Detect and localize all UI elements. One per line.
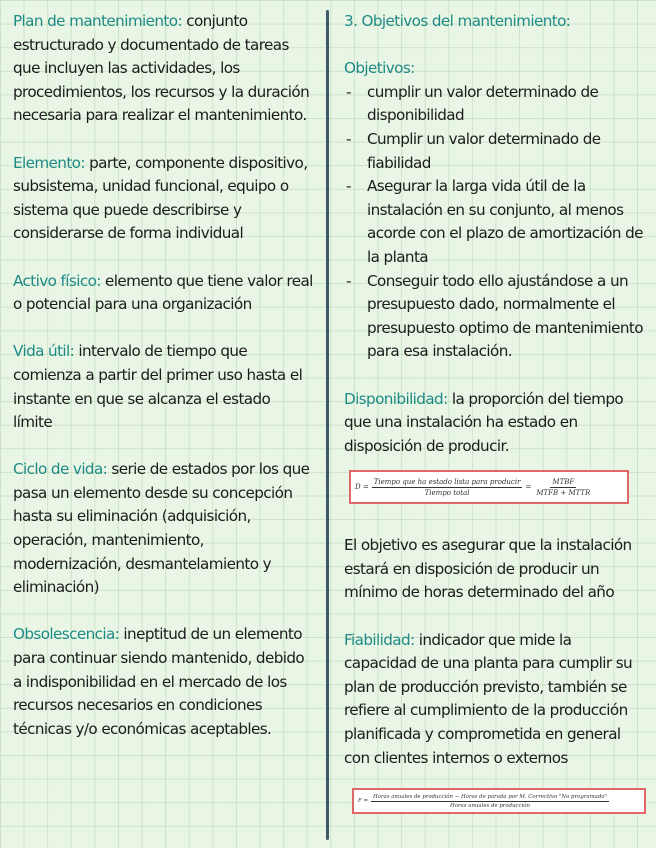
term-definition: la proporción del tiempo que una instalación ha estado en disposición de producir. <box>344 389 624 455</box>
formula-numerator: Horas anuales de producción − Horas de parada por M. Correctivo "No programado" <box>372 793 608 800</box>
def-disponibilidad <box>344 388 644 459</box>
list-item: - cumplir un valor determinado de disponibilidad <box>344 81 644 128</box>
column-divider <box>326 10 329 840</box>
formula-fraction <box>372 477 523 498</box>
def-ciclo-de-vida <box>13 458 313 600</box>
term-label: Disponibilidad: <box>344 389 448 408</box>
formula-disponibilidad <box>349 470 629 504</box>
term-label: Ciclo de vida: <box>13 460 108 479</box>
formula-fraction <box>371 793 609 810</box>
term-definition: ineptitud de un elemento para continuar siendo mantenido, debido a indisponibilidad en el mercado de los recursos necesarios en condiciones técnicas y/o económicas aceptables. <box>13 625 305 738</box>
objetivos-list <box>344 81 644 364</box>
term-definition: elemento que tiene valor real o potencial para una organización <box>13 271 313 314</box>
def-fiabilidad <box>344 629 644 771</box>
term-label: Plan de mantenimiento: <box>13 12 182 30</box>
formula-lhs: F = <box>358 798 368 805</box>
term-label: Obsolescencia: <box>13 625 120 644</box>
term-definition: parte, componente dispositivo, subsistema, unidad funcional, equipo o sistema que puede describirse y considerarse de forma individual <box>13 153 308 243</box>
term-label: Vida útil: <box>13 342 75 361</box>
right-column <box>344 10 644 814</box>
formula-equals: = <box>525 483 532 492</box>
formula-denominator: Horas anuales de producción <box>450 802 531 809</box>
term-definition: intervalo de tiempo que comienza a partir del primer uso hasta el instante en que se alcanza el estado límite <box>13 342 303 432</box>
formula-numerator: MTBF <box>552 477 575 486</box>
formula-lhs: D = <box>355 483 369 492</box>
def-vida-util <box>13 340 313 434</box>
formula-numerator: Tiempo que ha estado lista para producir <box>373 477 521 486</box>
list-item: - Asegurar la larga vida útil de la instalación en su conjunto, al menos acorde con el plazo de amortización de la planta <box>344 175 644 269</box>
formula-denominator: MTFB + MTTR <box>536 488 591 497</box>
term-definition: serie de estados por los que pasa un elemento desde su concepción hasta su eliminación (adquisición, operación, mantenimiento, modernización, desmantelamiento y eliminación) <box>13 460 310 597</box>
term-label: Fiabilidad: <box>344 630 415 649</box>
term-label: Activo físico: <box>13 271 101 290</box>
list-item: - Cumplir un valor determinado de fiabilidad <box>344 128 644 175</box>
def-plan-mantenimiento <box>13 10 313 128</box>
term-definition: conjunto estructurado y documentado de tareas que incluyen las actividades, los procedimientos, los recursos y la duración necesaria para realizar el mantenimiento. <box>13 12 310 125</box>
objetivos-label: Objetivos: <box>344 59 415 78</box>
left-column <box>13 10 313 765</box>
objetivo-disponibilidad-text: El objetivo es asegurar que la instalación estará en disposición de producir un mínimo de horas determinado del año <box>344 536 632 602</box>
list-item: - Conseguir todo ello ajustándose a un presupuesto dado, normalmente el presupuesto optimo de mantenimiento para esa instalación. <box>344 270 644 364</box>
term-label: Elemento: <box>13 153 85 172</box>
def-obsolescencia <box>13 623 313 741</box>
formula-fraction <box>534 477 592 498</box>
formula-denominator: Tiempo total <box>424 488 470 497</box>
def-elemento <box>13 152 313 246</box>
formula-fiabilidad <box>352 788 646 814</box>
section-heading: 3. Objetivos del mantenimiento: <box>344 12 571 30</box>
def-activo-fisico <box>13 270 313 317</box>
term-definition: indicador que mide la capacidad de una planta para cumplir su plan de producción previsto, también se refiere al cumplimiento de la producción planificada y comprometida en general con clientes internos o externos <box>344 630 633 767</box>
